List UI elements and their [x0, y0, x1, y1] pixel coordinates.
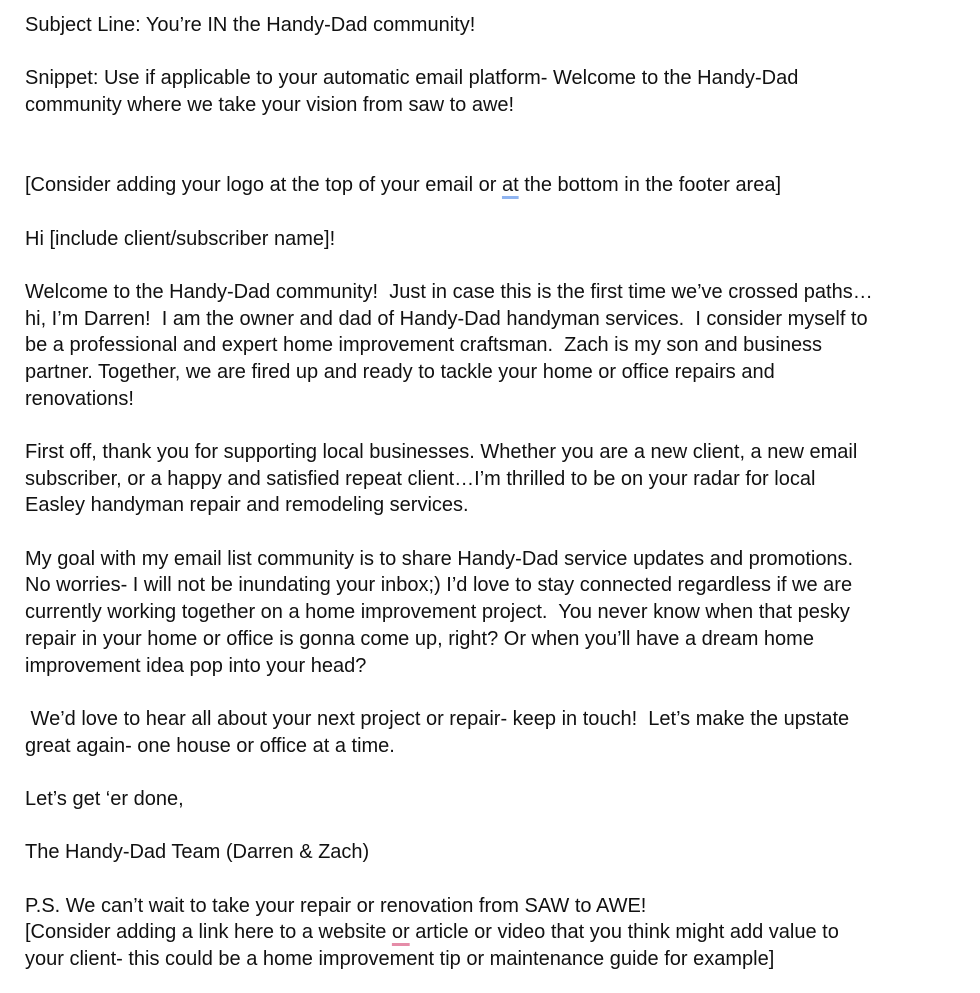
paragraph-line: Welcome to the Handy-Dad community! Just in case this is the first time we’ve crossed paths…	[25, 280, 873, 303]
closing-line: Let’s get ‘er done,	[25, 787, 184, 810]
paragraph-line: great again- one house or office at a time.	[25, 734, 395, 757]
ps-note-text: [Consider adding a link here to a website	[25, 921, 392, 944]
postscript	[25, 893, 970, 973]
logo-note-text: [Consider adding your logo at the top of your email or	[25, 174, 502, 197]
signature-line: The Handy-Dad Team (Darren & Zach)	[25, 841, 370, 864]
subject-line: Subject Line: You’re IN the Handy-Dad community!	[25, 14, 476, 36]
paragraph-line: hi, I’m Darren! I am the owner and dad of Handy-Dad handyman services. I consider myself to	[25, 307, 868, 330]
paragraph-line: currently working together on a home improvement project. You never know when that pesky	[25, 601, 850, 624]
paragraph-line: No worries- I will not be inundating your inbox;) I’d love to stay connected regardless if we are	[25, 574, 853, 597]
spelling-flagged-word[interactable]: or	[391, 921, 410, 944]
ps-note-text: article or video that you think might add value to	[409, 921, 839, 944]
paragraph-line: renovations!	[25, 387, 134, 410]
welcome-paragraph	[25, 279, 970, 412]
snippet-line: Snippet: Use if applicable to your automatic email platform- Welcome to the Handy-Dad	[25, 67, 799, 90]
thanks-paragraph	[25, 439, 970, 519]
paragraph-line: My goal with my email list community is to share Handy-Dad service updates and promotions.	[25, 547, 854, 570]
paragraph-line: subscriber, or a happy and satisfied repeat client…I’m thrilled to be on your radar for local	[25, 467, 816, 490]
snippet-paragraph	[25, 65, 970, 118]
goal-paragraph	[25, 546, 970, 679]
paragraph-line: First off, thank you for supporting local businesses. Whether you are a new client, a new email	[25, 441, 858, 464]
ps-note-line: your client- this could be a home improvement tip or maintenance guide for example]	[25, 948, 775, 971]
ps-line: P.S. We can’t wait to take your repair or renovation from SAW to AWE!	[25, 894, 647, 917]
paragraph-line: repair in your home or office is gonna come up, right? Or when you’ll have a dream home	[25, 627, 814, 650]
greeting: Hi [include client/subscriber name]!	[25, 227, 336, 250]
grammar-flagged-word[interactable]: at	[501, 174, 519, 197]
logo-note-text: the bottom in the footer area]	[518, 174, 782, 197]
ps-note-line	[25, 919, 970, 946]
paragraph-line: Easley handyman repair and remodeling services.	[25, 494, 469, 517]
paragraph-line: We’d love to hear all about your next project or repair- keep in touch! Let’s make the upstate	[25, 707, 850, 730]
snippet-line: community where we take your vision from saw to awe!	[25, 94, 515, 117]
paragraph-line: improvement idea pop into your head?	[25, 654, 367, 677]
logo-note	[25, 172, 970, 199]
email-template-document	[25, 0, 970, 973]
paragraph-line: be a professional and expert home improvement craftsman. Zach is my son and business	[25, 334, 823, 357]
keep-in-touch-paragraph	[25, 706, 970, 759]
paragraph-line: partner. Together, we are fired up and ready to tackle your home or office repairs and	[25, 360, 775, 383]
